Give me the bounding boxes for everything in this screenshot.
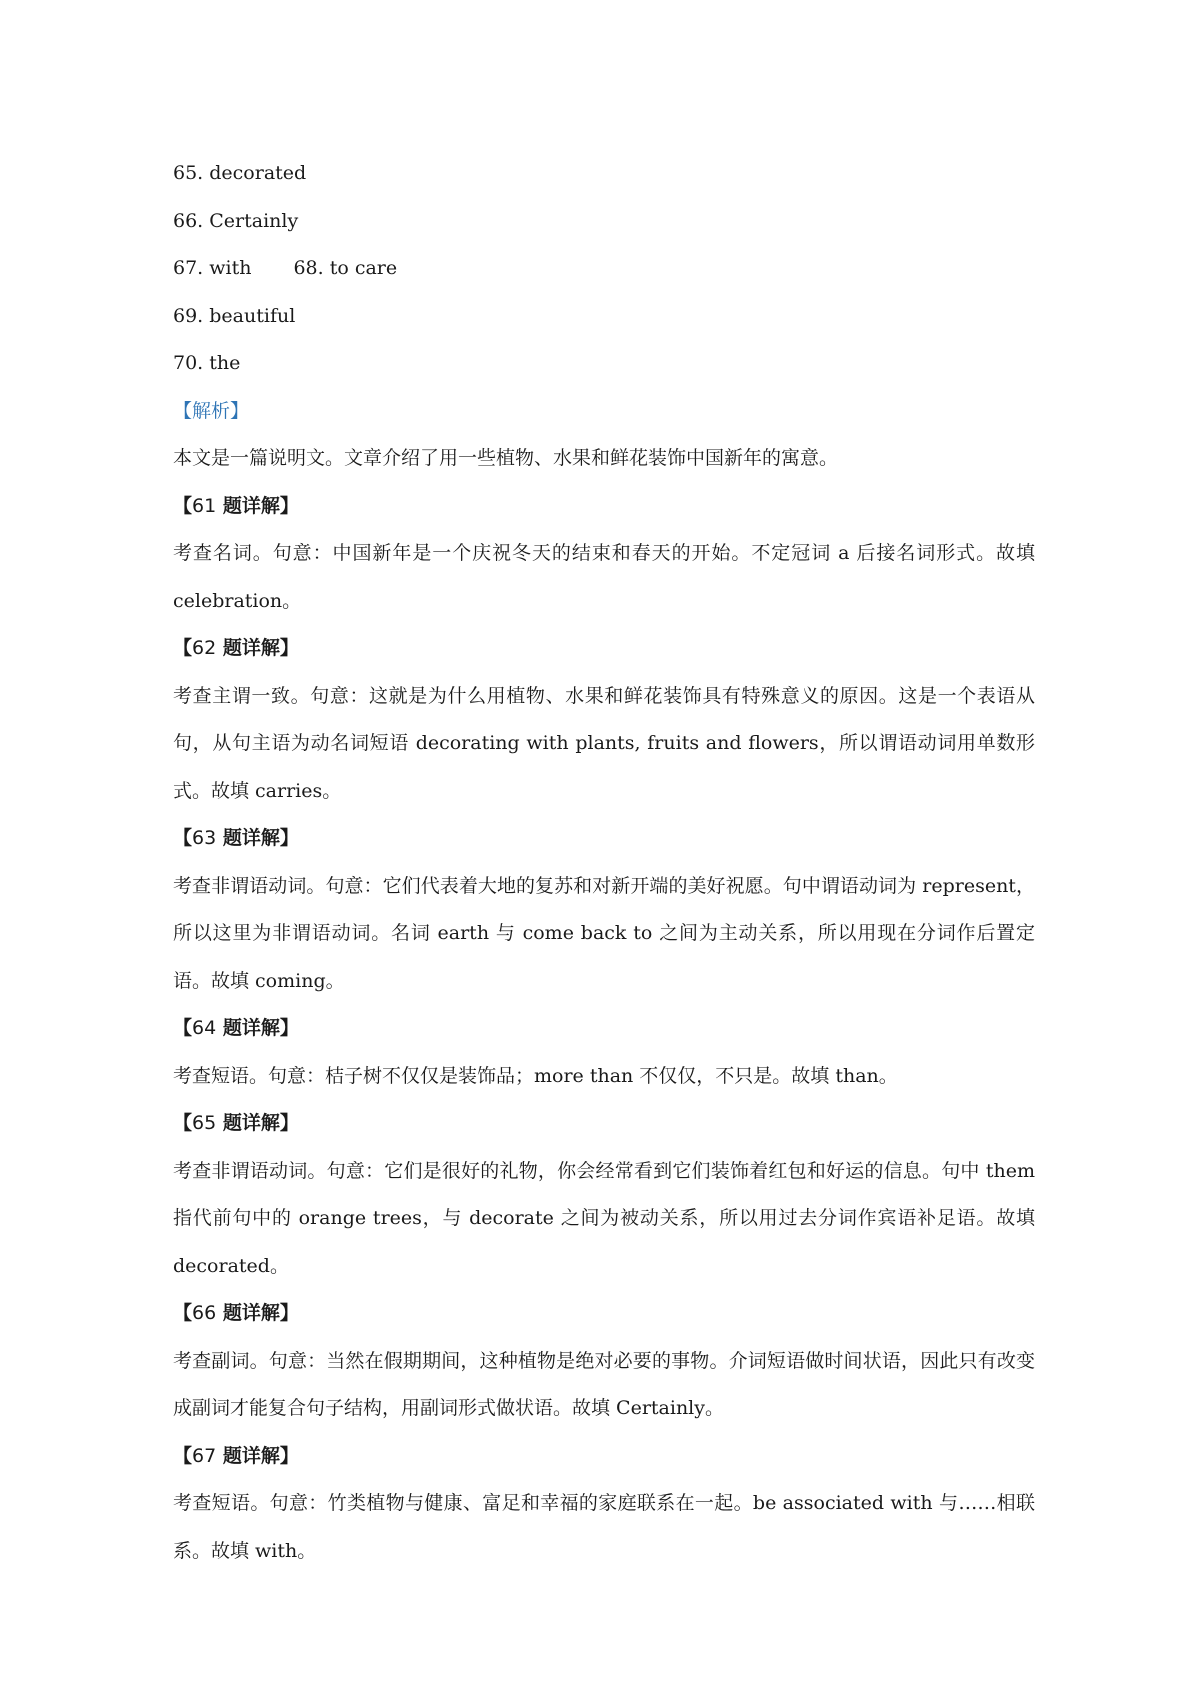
answer-68: 68. to care: [293, 257, 398, 279]
detail-text-63: 考查非谓语动词。句意：它们代表着大地的复苏和对新开端的美好祝愿。句中谓语动词为 represent，所以这里为非谓语动词。名词 earth 与 come back to 之间为主动关系，所以用现在分词作后置定语。故填 coming。: [173, 874, 1035, 992]
detail-text-66: 考查副词。句意：当然在假期期间，这种植物是绝对必要的事物。介词短语做时间状语，因此只有改变成副词才能复合句子结构，用副词形式做状语。故填 Certainly。: [173, 1349, 1035, 1419]
detail-text-61: 考查名词。句意：中国新年是一个庆祝冬天的结束和春天的开始。不定冠词 a 后接名词形式。故填 celebration。: [173, 542, 1035, 612]
question-number: 61: [192, 494, 217, 517]
question-number: 65: [192, 1112, 217, 1134]
document-body: [173, 150, 1035, 1575]
detail-text-64: 考查短语。句意：桔子树不仅仅是装饰品；more than 不仅仅，不只是。故填 than。: [173, 1064, 898, 1087]
detail-text-67: 考查短语。句意：竹类植物与健康、富足和幸福的家庭联系在一起。be associated with 与……相联系。故填 with。: [173, 1492, 1035, 1562]
answer-67-68: [173, 245, 1035, 293]
detail-heading-65: 【65 题详解】: [173, 1112, 299, 1134]
detail-text-62: 考查主谓一致。句意：这就是为什么用植物、水果和鲜花装饰具有特殊意义的原因。这是一个表语从句，从句主语为动名词短语 decorating with plants, fruits and flowers，所以谓语动词用单数形式。故填 carries。: [173, 684, 1035, 802]
detail-heading-64: 【64 题详解】: [173, 1017, 299, 1039]
answer-70: [173, 340, 1035, 388]
analysis-summary: 本文是一篇说明文。文章介绍了用一些植物、水果和鲜花装饰中国新年的寓意。: [173, 447, 839, 469]
answer-text: 69. beautiful: [173, 304, 296, 327]
question-number: 62: [192, 637, 217, 659]
answer-67: 67. with: [173, 257, 252, 279]
analysis-label: 【解析】: [173, 399, 250, 422]
answer-65: [173, 150, 1035, 198]
answer-66: [173, 198, 1035, 246]
answer-text: 70. the: [173, 352, 241, 374]
detail-heading-61: 【61 题详解】: [173, 494, 299, 517]
answer-text: 66. Certainly: [173, 209, 299, 232]
question-number: 66: [192, 1302, 217, 1324]
detail-heading-62: 【62 题详解】: [173, 637, 299, 659]
question-number: 67: [192, 1444, 217, 1467]
question-number: 63: [192, 827, 217, 849]
question-number: 64: [192, 1017, 217, 1039]
detail-heading-66: 【66 题详解】: [173, 1302, 299, 1324]
detail-text-65: 考查非谓语动词。句意：它们是很好的礼物，你会经常看到它们装饰着红包和好运的信息。句中 them 指代前句中的 orange trees，与 decorate 之间为被动关系，所以用过去分词作宾语补足语。故填 decorated。: [173, 1159, 1035, 1277]
answer-69: [173, 293, 1035, 341]
detail-heading-67: 【67 题详解】: [173, 1444, 299, 1467]
detail-heading-63: 【63 题详解】: [173, 827, 299, 849]
answer-text: 65. decorated: [173, 162, 307, 184]
